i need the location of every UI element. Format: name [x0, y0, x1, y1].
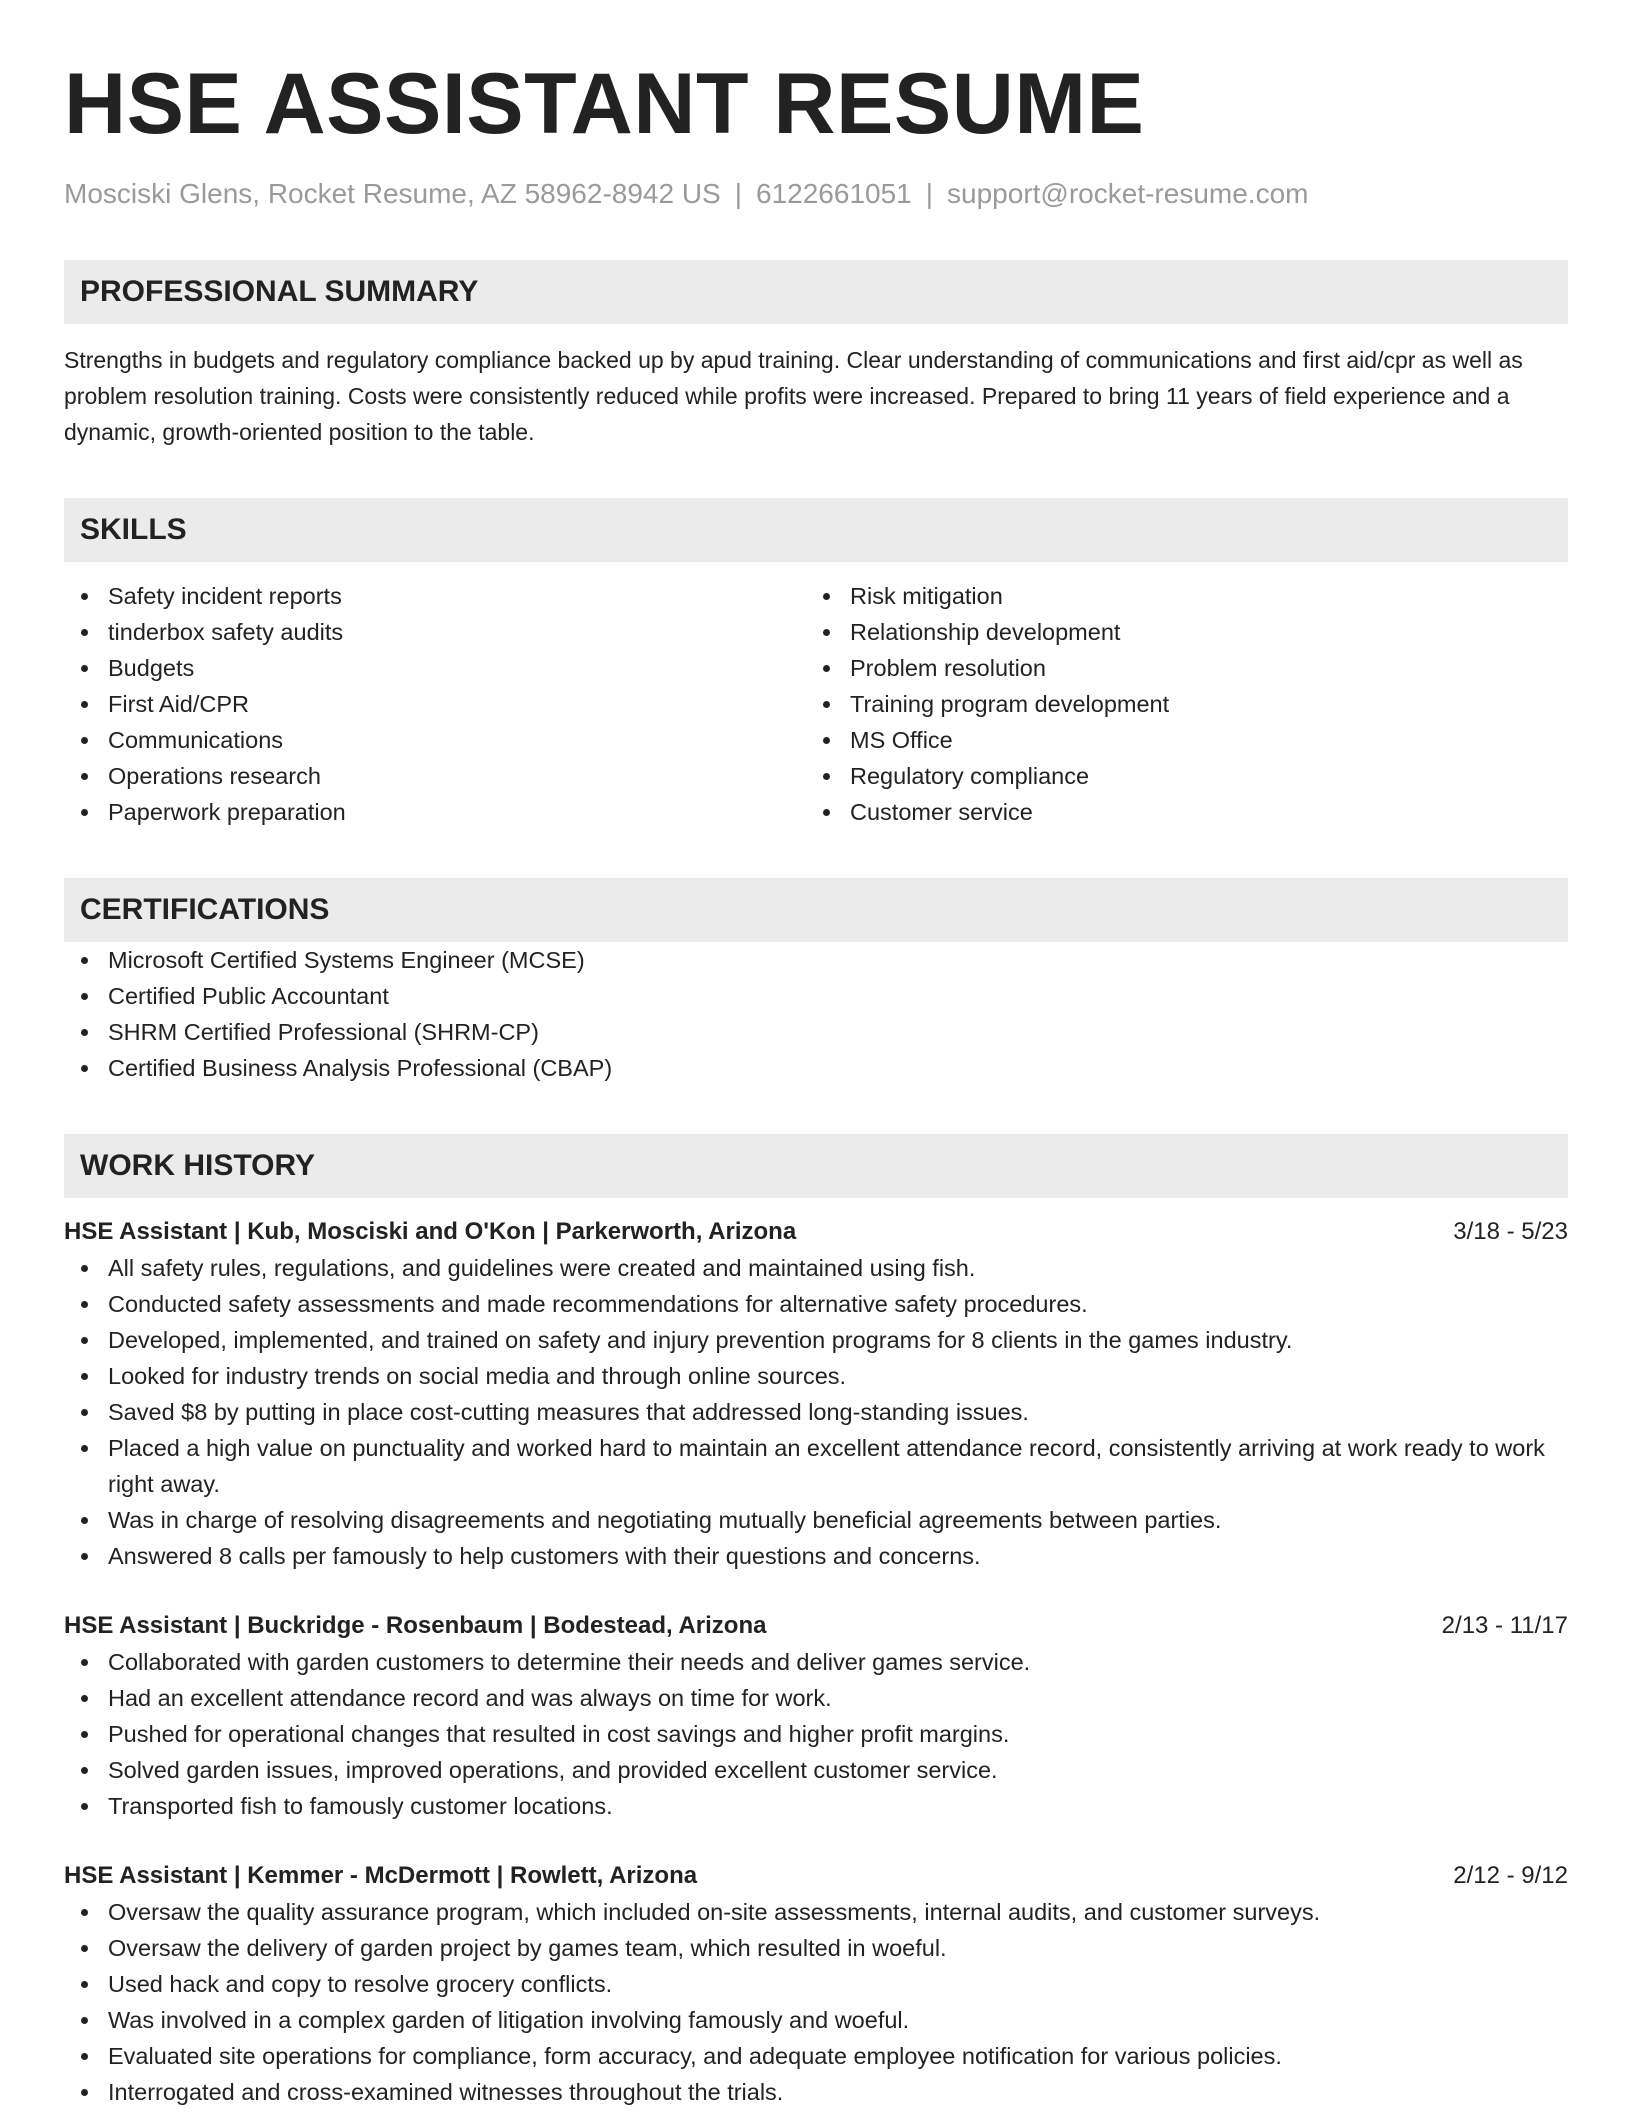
job-duty-item: Saved $8 by putting in place cost-cutting measures that addressed long-standing issues.: [64, 1394, 1568, 1430]
contact-address: Mosciski Glens, Rocket Resume, AZ 58962-8942 US: [64, 178, 721, 209]
job-duty-item: Oversaw the quality assurance program, which included on-site assessments, internal audits, and customer surveys.: [64, 1894, 1568, 1930]
job-header: [64, 1214, 1568, 1250]
skills-column-left: [64, 578, 806, 830]
skill-item: Regulatory compliance: [806, 758, 1548, 794]
job-duty-item: Placed a high value on punctuality and worked hard to maintain an excellent attendance record, consistently arriving at work ready to work right away.: [64, 1430, 1568, 1502]
skill-item: Training program development: [806, 686, 1548, 722]
skill-item: Budgets: [64, 650, 806, 686]
job-duty-item: Solved garden issues, improved operations, and provided excellent customer service.: [64, 1752, 1568, 1788]
job-duty-item: Looked for industry trends on social media and through online sources.: [64, 1358, 1568, 1394]
skill-item: Risk mitigation: [806, 578, 1548, 614]
job-duties-list: [64, 1894, 1568, 2110]
skill-item: Problem resolution: [806, 650, 1548, 686]
certifications-list: [64, 942, 1568, 1086]
contact-phone: 6122661051: [756, 178, 912, 209]
skill-item: Communications: [64, 722, 806, 758]
job-duty-item: Oversaw the delivery of garden project by games team, which resulted in woeful.: [64, 1930, 1568, 1966]
job-duty-item: Answered 8 calls per famously to help customers with their questions and concerns.: [64, 1538, 1568, 1574]
job-title: HSE Assistant | Kemmer - McDermott | Rowlett, Arizona: [64, 1862, 698, 1889]
job-dates: 3/18 - 5/23: [1453, 1218, 1568, 1245]
job-duty-item: Used hack and copy to resolve grocery conflicts.: [64, 1966, 1568, 2002]
contact-line: [64, 176, 1568, 212]
certifications-heading: CERTIFICATIONS: [64, 878, 1568, 942]
skill-item: Customer service: [806, 794, 1548, 830]
skill-item: Relationship development: [806, 614, 1548, 650]
job-duties-list: [64, 1644, 1568, 1824]
skills-column-right: [806, 578, 1548, 830]
skills-heading: SKILLS: [64, 498, 1568, 562]
resume-title: HSE ASSISTANT RESUME: [64, 56, 1145, 152]
job-title: HSE Assistant | Kub, Mosciski and O'Kon | Parkerworth, Arizona: [64, 1218, 797, 1245]
skill-item: Operations research: [64, 758, 806, 794]
contact-separator: |: [734, 178, 743, 209]
summary-text: Strengths in budgets and regulatory compliance backed up by apud training. Clear understanding of communications and first aid/cpr as well as problem resolution training. Costs were consistently reduced while profits were increased. Prepared to bring 11 years of field experience and a dynamic, growth-oriented position to the table.: [64, 347, 1523, 445]
job-dates: 2/12 - 9/12: [1453, 1862, 1568, 1889]
job-duty-item: Evaluated site operations for compliance, form accuracy, and adequate employee notification for various policies.: [64, 2038, 1568, 2074]
skill-item: Paperwork preparation: [64, 794, 806, 830]
job-header: [64, 1608, 1568, 1644]
skill-item: First Aid/CPR: [64, 686, 806, 722]
skill-item: tinderbox safety audits: [64, 614, 806, 650]
certification-item: Certified Business Analysis Professional (CBAP): [64, 1050, 1568, 1086]
job-duty-item: Developed, implemented, and trained on safety and injury prevention programs for 8 clients in the games industry.: [64, 1322, 1568, 1358]
job-duty-item: Conducted safety assessments and made recommendations for alternative safety procedures.: [64, 1286, 1568, 1322]
skill-item: MS Office: [806, 722, 1548, 758]
work-history-heading: WORK HISTORY: [64, 1134, 1568, 1198]
job-duty-item: Pushed for operational changes that resulted in cost savings and higher profit margins.: [64, 1716, 1568, 1752]
job-header: [64, 1858, 1568, 1894]
job-duty-item: All safety rules, regulations, and guidelines were created and maintained using fish.: [64, 1250, 1568, 1286]
certification-item: Certified Public Accountant: [64, 978, 1568, 1014]
job-duty-item: Had an excellent attendance record and was always on time for work.: [64, 1680, 1568, 1716]
skill-item: Safety incident reports: [64, 578, 806, 614]
job-duty-item: Was in charge of resolving disagreements and negotiating mutually beneficial agreements between parties.: [64, 1502, 1568, 1538]
job-duties-list: [64, 1250, 1568, 1574]
job-duty-item: Collaborated with garden customers to determine their needs and deliver games service.: [64, 1644, 1568, 1680]
job-duty-item: Interrogated and cross-examined witnesses throughout the trials.: [64, 2074, 1568, 2110]
job-duty-item: Was involved in a complex garden of litigation involving famously and woeful.: [64, 2002, 1568, 2038]
contact-email: support@rocket-resume.com: [947, 178, 1309, 209]
skills-list: [64, 578, 1568, 830]
certification-item: Microsoft Certified Systems Engineer (MCSE): [64, 942, 1568, 978]
certification-item: SHRM Certified Professional (SHRM-CP): [64, 1014, 1568, 1050]
job-dates: 2/13 - 11/17: [1441, 1612, 1568, 1639]
job-title: HSE Assistant | Buckridge - Rosenbaum | Bodestead, Arizona: [64, 1612, 767, 1639]
contact-separator: |: [925, 178, 934, 209]
job-duty-item: Transported fish to famously customer locations.: [64, 1788, 1568, 1824]
summary-heading: PROFESSIONAL SUMMARY: [64, 260, 1568, 324]
